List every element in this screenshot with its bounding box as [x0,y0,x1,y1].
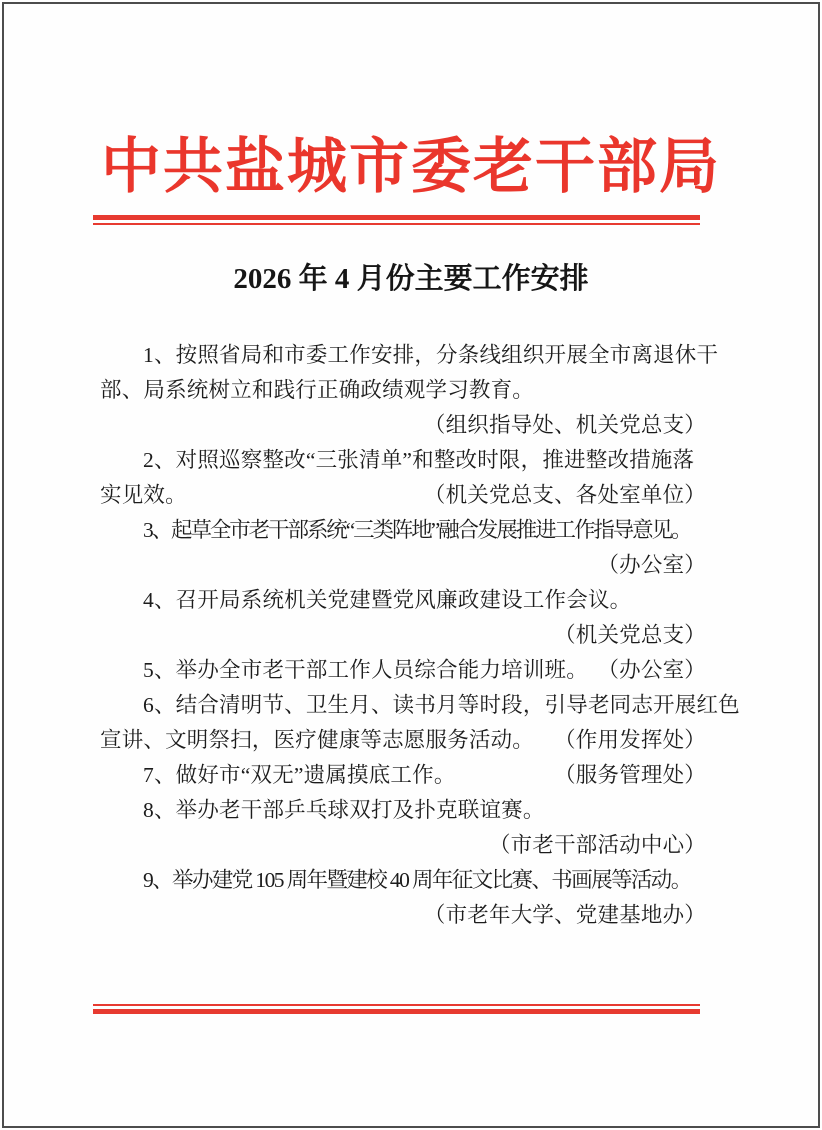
org-name-header: 中共盐城市委老干部局 [101,134,721,200]
item-2-department: （机关党总支、各处室单位） [423,483,706,507]
item-5-text: 5、举办全市老干部工作人员综合能力培训班。 [143,658,588,682]
item-7-department: （服务管理处） [554,763,706,787]
item-6-text-part-2: 宣讲、文明祭扫，医疗健康等志愿服务活动。 [100,728,535,752]
item-9-department-line [100,898,712,933]
item-7-text: 7、做好市“双无”遗属摸底工作。 [143,763,456,787]
item-3-department-line [100,548,712,583]
item-6-department: （作用发挥处） [554,728,706,752]
document-page [2,2,820,1128]
item-1-department: （组织指导处、机关党总支） [423,413,706,437]
item-2-line-2 [100,478,712,513]
item-1-line-2 [100,373,712,408]
red-divider-top [93,215,700,225]
red-divider-bottom-thick-line [93,1009,700,1014]
red-divider-bottom [93,1004,700,1014]
item-6-text-part-1: 6、结合清明节、卫生月、读书月等时段，引导老同志开展红色 [143,693,740,717]
item-8-department: （市老干部活动中心） [488,833,706,857]
item-3-department: （办公室） [597,553,706,577]
item-4-text: 4、召开局系统机关党建暨党风廉政建设工作会议。 [143,588,632,612]
item-8-department-line [100,828,712,863]
red-divider-top-thin-line [93,223,700,225]
item-9-text: 9、举办建党 105 周年暨建校 40 周年征文比赛、书画展等活动。 [143,868,691,892]
item-5-line [100,653,712,688]
item-1-line-1 [100,338,719,373]
item-1-department-line [100,408,712,443]
item-4-department-line [100,618,712,653]
item-6-line-1 [100,688,740,723]
item-4-department: （机关党总支） [554,623,706,647]
item-4-line [100,583,712,618]
item-6-line-2 [100,723,712,758]
item-9-department: （市老年大学、党建基地办） [423,903,706,927]
item-2-text-part-1: 2、对照巡察整改“三张清单”和整改时限，推进整改措施落 [143,448,695,472]
item-7-line [100,758,712,793]
item-9-line [100,863,712,898]
item-2-text-part-2: 实见效。 [100,483,187,507]
item-1-text-part-2: 部、局系统树立和践行正确政绩观学习教育。 [100,378,535,402]
item-3-text: 3、起草全市老干部系统“三类阵地”融合发展推进工作指导意见。 [143,518,691,542]
item-2-line-1 [100,443,712,478]
item-3-line [100,513,712,548]
item-8-text: 8、举办老干部乒乓球双打及扑克联谊赛。 [143,798,545,822]
item-8-line [100,793,712,828]
item-5-department: （办公室） [597,658,706,682]
document-body [100,338,740,933]
document-title: 2026 年 4 月份主要工作安排 [233,263,589,295]
item-1-text-part-1: 1、按照省局和市委工作安排，分条线组织开展全市离退休干 [143,343,719,367]
